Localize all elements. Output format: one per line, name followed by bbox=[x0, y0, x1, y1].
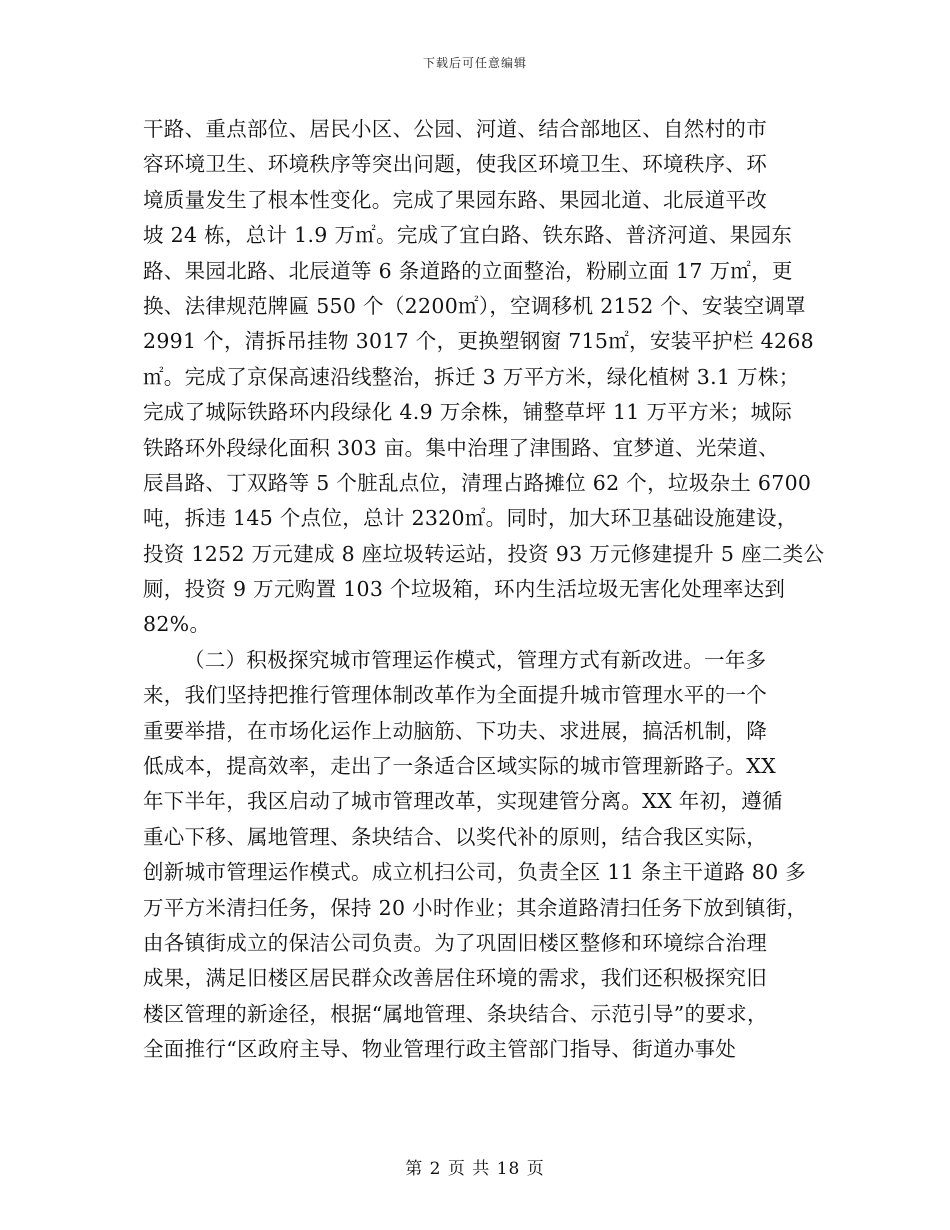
text-line: 82%。 bbox=[143, 612, 211, 637]
text-line: 楼区管理的新途径，根据“属地管理、条块结合、示范引导”的要求， bbox=[143, 1001, 768, 1026]
text-line: 辰昌路、丁双路等 5 个脏乱点位，清理占路摊位 62 个，垃圾杂土 6700 bbox=[143, 470, 812, 495]
text-line: 创新城市管理运作模式。成立机扫公司，负责全区 11 条主干道路 80 多 bbox=[143, 860, 807, 885]
text-line: 万平方米清扫任务，保持 20 小时作业；其余道路清扫任务下放到镇街， bbox=[143, 895, 808, 920]
text-line: 完成了城际铁路环内段绿化 4.9 万余株，铺整草坪 11 万平方米；城际 bbox=[143, 400, 793, 425]
text-line: 成果，满足旧楼区居民群众改善居住环境的需求，我们还积极探究旧 bbox=[143, 966, 767, 991]
text-line: 干路、重点部位、居民小区、公园、河道、结合部地区、自然村的市 bbox=[143, 117, 767, 141]
document-body bbox=[143, 112, 825, 1068]
text-line: 境质量发生了根本性变化。完成了果园东路、果园北道、北辰道平改 bbox=[143, 187, 767, 212]
text-line: 全面推行“区政府主导、物业管理行政主管部门指导、街道办事处 bbox=[143, 1037, 737, 1062]
text-line: 来，我们坚持把推行管理体制改革作为全面提升城市管理水平的一个 bbox=[143, 683, 767, 708]
text-line: ㎡。完成了京保高速沿线整治，拆迁 3 万平方米，绿化植树 3.1 万株； bbox=[143, 364, 800, 389]
text-line: 坡 24 栋，总计 1.9 万㎡。完成了宜白路、铁东路、普济河道、果园东 bbox=[143, 223, 793, 248]
text-line: 2991 个，清拆吊挂物 3017 个，更换塑钢窗 715㎡，安装平护栏 4268 bbox=[143, 329, 815, 354]
text-line: 低成本，提高效率，走出了一条适合区域实际的城市管理新路子。XX bbox=[143, 754, 776, 779]
text-line: 换、法律规范牌匾 550 个（2200㎡），空调移机 2152 个、安装空调罩 bbox=[143, 293, 806, 318]
text-line: 重心下移、属地管理、条块结合、以奖代补的原则，结合我区实际， bbox=[143, 824, 767, 849]
text-line: 厕，投资 9 万元购置 103 个垃圾箱，环内生活垃圾无害化处理率达到 bbox=[143, 577, 786, 602]
page-footer: 第 2 页 共 18 页 bbox=[405, 1159, 545, 1179]
text-line: 铁路环外段绿化面积 303 亩。集中治理了津围路、宜梦道、光荣道、 bbox=[143, 435, 780, 460]
text-line: 重要举措，在市场化运作上动脑筋、下功夫、求进展，搞活机制，降 bbox=[143, 718, 767, 743]
text-line: 容环境卫生、环境秩序等突出问题，使我区环境卫生、环境秩序、环 bbox=[143, 152, 767, 177]
text-line: （二）积极探究城市管理运作模式，管理方式有新改进。一年多 bbox=[184, 647, 767, 672]
text-line: 年下半年，我区启动了城市管理改革，实现建管分离。XX 年初，遵循 bbox=[143, 789, 783, 814]
text-line: 吨，拆违 145 个点位，总计 2320㎡。同时，加大环卫基础设施建设， bbox=[143, 506, 798, 531]
text-line: 路、果园北路、北辰道等 6 条道路的立面整治，粉刷立面 17 万㎡，更 bbox=[143, 258, 793, 283]
text-line: 投资 1252 万元建成 8 座垃圾转运站，投资 93 万元修建提升 5 座二类公 bbox=[143, 541, 825, 566]
page-header: 下载后可任意编辑 bbox=[422, 56, 527, 70]
text-line: 由各镇街成立的保洁公司负责。为了巩固旧楼区整修和环境综合治理 bbox=[143, 930, 767, 955]
